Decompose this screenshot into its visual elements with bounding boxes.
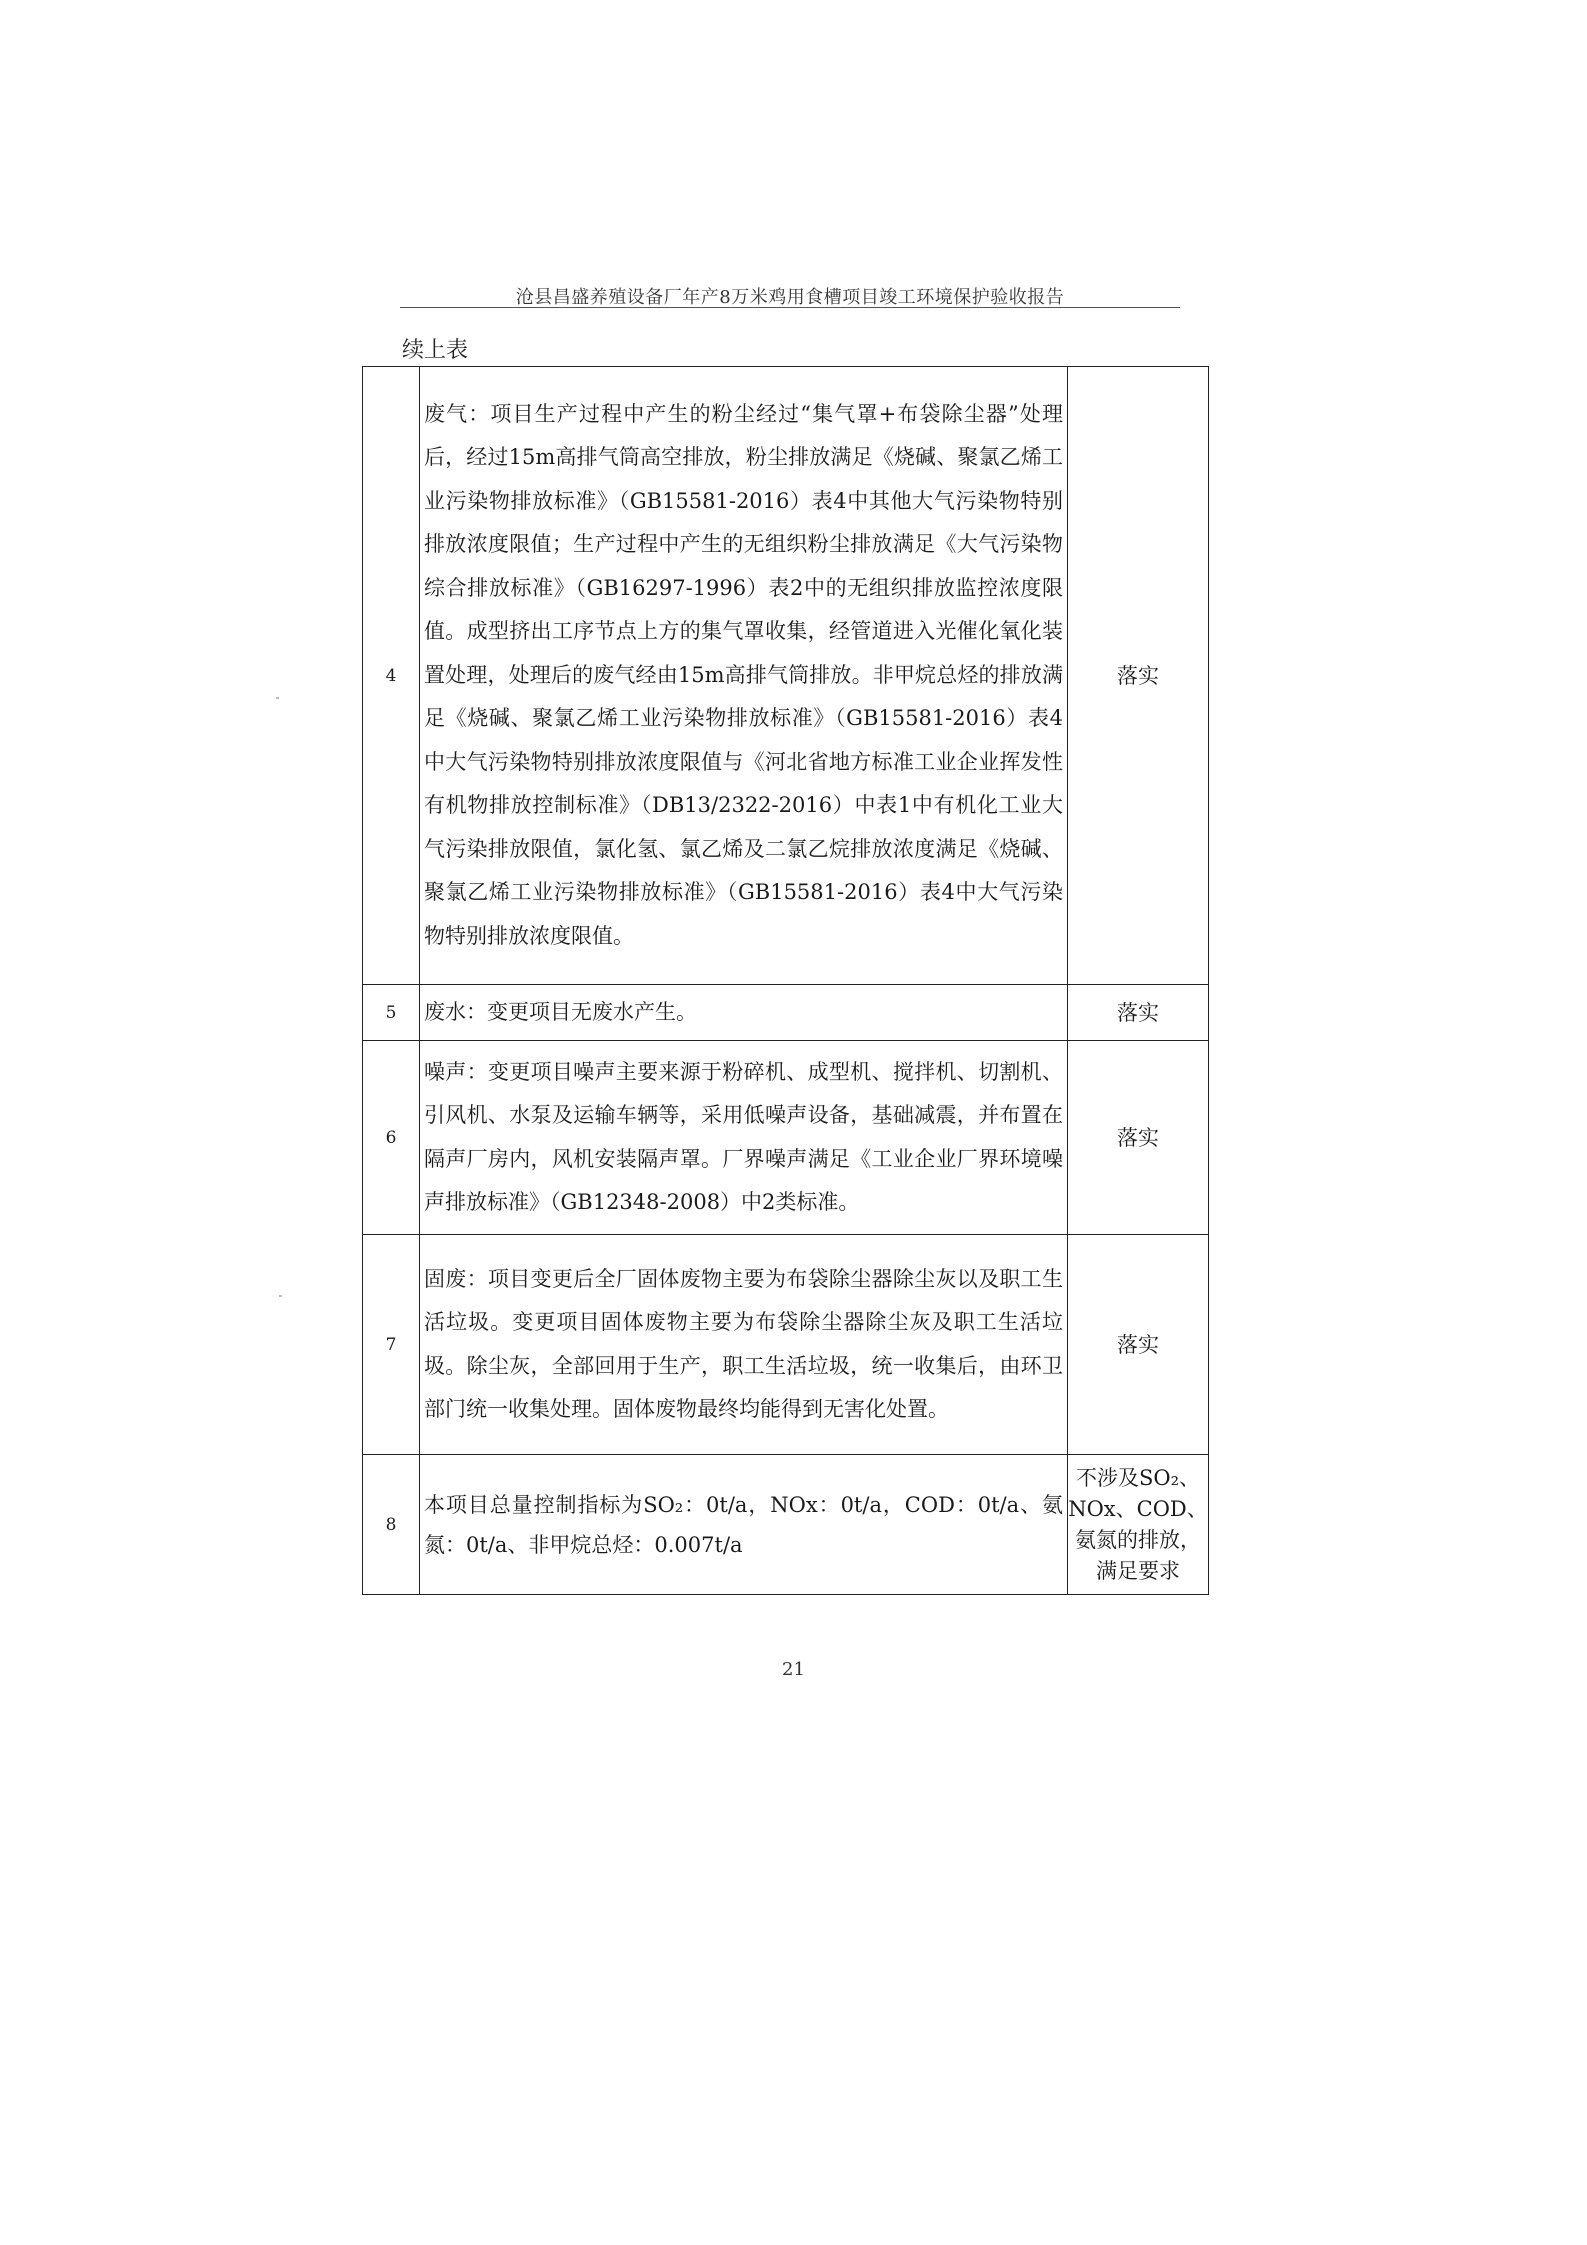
row-number: 7 [363, 1235, 420, 1455]
row-content: 固废：项目变更后全厂固体废物主要为布袋除尘器除尘灰以及职工生活垃圾。变更项目固体废物主要为布袋除尘器除尘灰及职工生活垃圾。除尘灰，全部回用于生产，职工生活垃圾，统一收集后，由环卫部门统一收集处理。固体废物最终均能得到无害化处置。 [420, 1235, 1068, 1455]
table-row [363, 1041, 1209, 1235]
row-number: 4 [363, 367, 420, 985]
table-row [363, 985, 1209, 1041]
row-status: 不涉及SO₂、NOx、COD、氨氮的排放，满足要求 [1068, 1455, 1209, 1595]
header-rule [400, 307, 1180, 308]
row-status: 落实 [1068, 367, 1209, 985]
table-row [363, 367, 1209, 985]
page-number: 21 [782, 1659, 805, 1680]
report-header-title: 沧县昌盛养殖设备厂年产8万米鸡用食槽项目竣工环境保护验收报告 [515, 287, 1065, 308]
continued-label: 续上表 [402, 338, 469, 363]
row-number: 5 [363, 985, 420, 1041]
scan-speck [276, 697, 279, 699]
row-number: 8 [363, 1455, 420, 1595]
row-status: 落实 [1068, 985, 1209, 1041]
row-content: 废气：项目生产过程中产生的粉尘经过“集气罩+布袋除尘器”处理后，经过15m高排气筒高空排放，粉尘排放满足《烧碱、聚氯乙烯工业污染物排放标准》（GB15581-2016）表4中其他大气污染物特别排放浓度限值；生产过程中产生的无组织粉尘排放满足《大气污染物综合排放标准》（GB16297-1996）表2中的无组织排放监控浓度限值。成型挤出工序节点上方的集气罩收集，经管道进入光催化氧化装置处理，处理后的废气经由15m高排气筒排放。非甲烷总烃的排放满足《烧碱、聚氯乙烯工业污染物排放标准》（GB15581-2016）表4中大气污染物特别排放浓度限值与《河北省地方标准工业企业挥发性有机物排放控制标准》（DB13/2322-2016）中表1中有机化工业大气污染排放限值，氯化氢、氯乙烯及二氯乙烷排放浓度满足《烧碱、聚氯乙烯工业污染物排放标准》（GB15581-2016）表4中大气污染物特别排放浓度限值。 [420, 367, 1068, 985]
row-status: 落实 [1068, 1041, 1209, 1235]
scan-speck [279, 1295, 282, 1297]
row-number: 6 [363, 1041, 420, 1235]
table-row [363, 1455, 1209, 1595]
measures-table [362, 366, 1209, 1595]
row-status: 落实 [1068, 1235, 1209, 1455]
row-content: 本项目总量控制指标为SO₂：0t/a，NOx：0t/a，COD：0t/a、氨氮：0t/a、非甲烷总烃：0.007t/a [420, 1455, 1068, 1595]
row-content: 废水：变更项目无废水产生。 [420, 985, 1068, 1041]
row-content: 噪声：变更项目噪声主要来源于粉碎机、成型机、搅拌机、切割机、引风机、水泵及运输车辆等，采用低噪声设备，基础减震，并布置在隔声厂房内，风机安装隔声罩。厂界噪声满足《工业企业厂界环境噪声排放标准》（GB12348-2008）中2类标准。 [420, 1041, 1068, 1235]
table-row [363, 1235, 1209, 1455]
